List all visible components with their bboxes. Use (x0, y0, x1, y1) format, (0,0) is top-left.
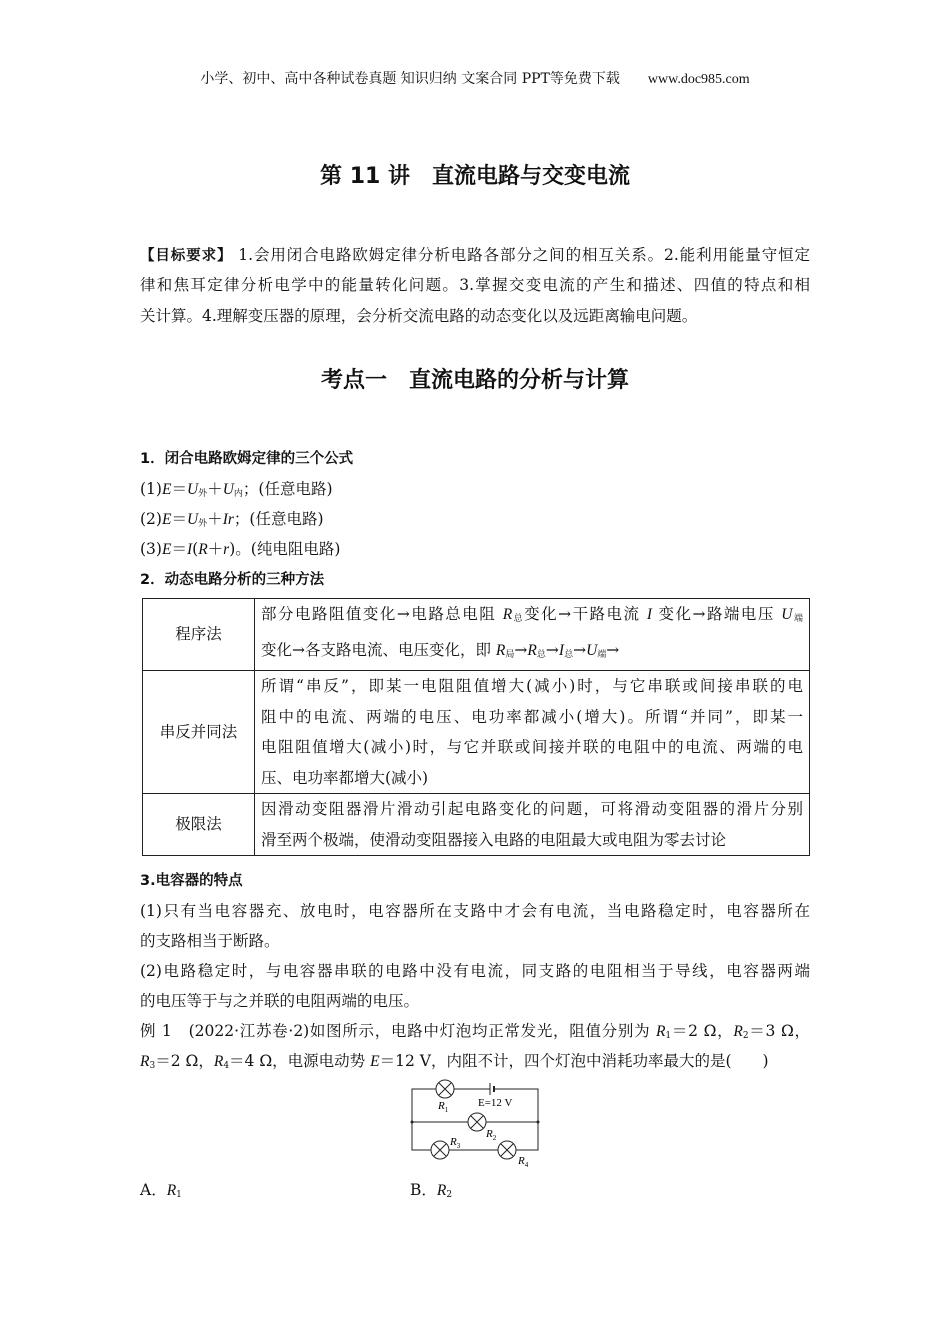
text-run: (3) (140, 540, 162, 558)
text-run: (2) (140, 510, 162, 528)
battery-icon (490, 1083, 494, 1095)
text-run: )。(纯电阻电路) (229, 540, 341, 558)
header-site: www.doc985.com (647, 72, 750, 87)
text-run: 部分电路阻值变化→电路总电阻 (261, 605, 503, 623)
description-line (261, 671, 803, 702)
text-run: ( (192, 540, 199, 558)
math-variable: U (186, 481, 199, 498)
table-row (143, 671, 810, 794)
text-run: (2022·江苏卷·2)如图所示，电路中灯泡均正常发光，阻值分别为 (171, 1022, 656, 1040)
text-run: 电阻阻值增大(减小)时，与它并联或间接并联的电阻中的电流、两端的电 (261, 738, 803, 756)
formula-2 (140, 504, 810, 534)
math-variable: E (161, 511, 172, 528)
text-run: → (545, 640, 559, 659)
r1-label: $R_1$ (438, 1100, 449, 1114)
text-run: 滑至两个极端，使滑动变阻器接入电路的电阻最大或电阻为零去讨论 (261, 830, 727, 849)
description-line (261, 763, 803, 794)
table-row (143, 599, 810, 671)
math-variable: R (655, 1023, 666, 1040)
r4-label: $R_4$ (518, 1155, 529, 1169)
text-run: 的电压等于与之并联的电阻两端的电压。 (140, 992, 420, 1010)
text-run: ＝2 Ω， (155, 1052, 214, 1070)
text-run: → (606, 640, 620, 659)
text-run: (1) (140, 480, 162, 498)
page-header (0, 68, 950, 91)
text-run: 压、电功率都增大(减小) (261, 768, 429, 787)
math-variable: E (161, 541, 172, 558)
text-run: (2)电路稳定时，与电容器串联的电路中没有电流，同支路的电阻相当于导线，电容器两端 (140, 962, 810, 980)
text-run: (1)只有当电容器充、放电时，电容器所在支路中才会有电流，当电路稳定时，电容器所在 (140, 902, 810, 920)
math-variable: I (558, 641, 565, 659)
math-variable: R (502, 606, 513, 623)
subscript: 局 (505, 649, 515, 660)
math-variable: r (223, 541, 230, 558)
math-variable: R (198, 541, 208, 558)
option-b[interactable] (410, 1175, 670, 1205)
description-line (261, 794, 803, 825)
text-run: 变化→路端电压 (652, 605, 782, 623)
subscript: 内 (233, 489, 243, 499)
text-run: ＝3 Ω， (748, 1022, 811, 1040)
text-run: 变化→各支路电流、电压变化，即 (261, 640, 496, 659)
point2-heading: 2．动态电路分析的三种方法 (140, 572, 325, 588)
method-name: 串反并同法 (143, 671, 255, 794)
text-run: ＝2 Ω， (671, 1022, 734, 1040)
math-variable: R (166, 1182, 177, 1199)
text-run: ＋ (207, 540, 224, 558)
text-run: ＝ (171, 480, 187, 498)
math-variable: R (436, 1182, 447, 1199)
description-line (261, 702, 803, 733)
text-run: 所谓“串反”，即某一电阻阻值增大(减小)时，与它串联或间接串联的电 (261, 677, 803, 695)
text-run: ＋ (207, 510, 223, 528)
method-description (255, 671, 810, 794)
text-run: ；(任意电路) (242, 480, 333, 498)
math-variable: R (213, 1053, 224, 1070)
description-line (261, 599, 803, 635)
subscript: 外 (198, 489, 208, 499)
option-text (437, 1181, 452, 1199)
example-label: 例 1 (140, 1022, 172, 1040)
method-description (255, 599, 810, 671)
lamp-r1-icon (436, 1080, 454, 1098)
subscript: 1 (665, 1031, 672, 1041)
math-variable: Ir (222, 511, 234, 528)
point3-line (140, 926, 810, 956)
math-variable: E (161, 481, 172, 498)
table-row (143, 794, 810, 856)
objective-line (140, 240, 810, 270)
text-run: 变化→干路电流 (524, 605, 647, 623)
math-variable: U (186, 511, 199, 528)
example-line (140, 1016, 810, 1046)
method-name: 极限法 (143, 794, 255, 856)
lecture-title: 第 11 讲 直流电路与交变电流 (320, 164, 630, 189)
method-name: 程序法 (143, 599, 255, 671)
math-variable: R (140, 1053, 150, 1070)
point3-line (140, 956, 810, 986)
description-line (261, 635, 803, 671)
text-run: ＝ (171, 540, 187, 558)
subscript: 总 (512, 614, 525, 624)
math-variable: U (586, 641, 598, 659)
objective-text (232, 246, 810, 264)
subscript: 2 (742, 1031, 749, 1041)
method-description (255, 794, 810, 856)
math-variable: R (527, 641, 537, 659)
subscript: 端 (597, 649, 607, 660)
text-run: ＝ (171, 510, 187, 528)
text-run: ＝4 Ω，电源电动势 (229, 1052, 371, 1070)
subscript: 端 (792, 614, 803, 624)
text-run: 1.会用闭合电路欧姆定律分析电路各部分之间的相互关系。2.能利用能量守恒定 (232, 246, 811, 264)
lamp-r3-icon (431, 1141, 449, 1159)
option-a[interactable] (140, 1175, 400, 1205)
text-run: 的支路相当于断路。 (140, 932, 280, 950)
text-run: 阻中的电流、两端的电压、电功率都减小(增大)。所谓“并同”，即某一 (261, 707, 803, 726)
circuit-diagram (380, 1075, 560, 1175)
subscript: 外 (198, 519, 208, 529)
r3-label: $R_3$ (450, 1136, 461, 1150)
math-variable: E (370, 1053, 380, 1070)
subscript: 总 (564, 649, 574, 660)
example-line (140, 1046, 810, 1076)
subscript: 1 (176, 1190, 182, 1200)
emf-label: E=12 V (478, 1097, 513, 1109)
subscript: 4 (223, 1061, 230, 1071)
text-run: 关计算。4.理解变压器的原理，会分析交流电路的动态变化以及远距离输电问题。 (140, 307, 698, 325)
header-text: 小学、初中、高中各种试卷真题 知识归纳 文案合同 PPT等免费下载 (200, 71, 620, 87)
subscript: 3 (149, 1061, 156, 1071)
text-run: → (514, 640, 528, 659)
point3-line (140, 986, 810, 1016)
text-run: 因滑动变阻器滑片滑动引起电路变化的问题，可将滑动变阻器的滑片分别 (261, 800, 803, 818)
option-letter: A． (140, 1181, 167, 1199)
subscript: 2 (446, 1190, 453, 1200)
math-variable: R (733, 1023, 743, 1040)
text-run: 律和焦耳定律分析电学中的能量转化问题。3.掌握交变电流的产生和描述、四值的特点和相 (140, 276, 810, 294)
math-variable: I (646, 606, 653, 623)
objective-label: 【目标要求】 (140, 248, 233, 264)
text-run: ；(任意电路) (233, 510, 324, 528)
section-title: 考点一 直流电路的分析与计算 (320, 368, 629, 393)
point3-line (140, 896, 810, 926)
text-run: ＋ (207, 480, 223, 498)
lamp-r4-icon (498, 1141, 516, 1159)
example-text (172, 1022, 810, 1040)
formula-3 (140, 534, 810, 564)
option-letter: B． (410, 1181, 437, 1199)
math-variable: I (186, 541, 193, 558)
text-run: → (573, 640, 587, 659)
math-variable: R (495, 641, 506, 659)
lamp-r2-icon (468, 1113, 486, 1131)
math-variable: U (222, 481, 234, 498)
objective-line (140, 301, 810, 331)
point1-heading: 1．闭合电路欧姆定律的三个公式 (140, 451, 354, 467)
math-variable: U (781, 606, 793, 623)
methods-table (142, 598, 810, 856)
text-run: ＝12 V，内阻不计，四个灯泡中消耗功率最大的是( ) (379, 1052, 769, 1070)
subscript: 总 (536, 649, 546, 660)
option-text (167, 1181, 182, 1199)
formula-1 (140, 474, 810, 504)
r2-label: $R_2$ (486, 1128, 497, 1142)
objective-line (140, 270, 810, 300)
description-line (261, 825, 803, 856)
description-line (261, 732, 803, 763)
point3-heading: 3.电容器的特点 (140, 873, 243, 889)
